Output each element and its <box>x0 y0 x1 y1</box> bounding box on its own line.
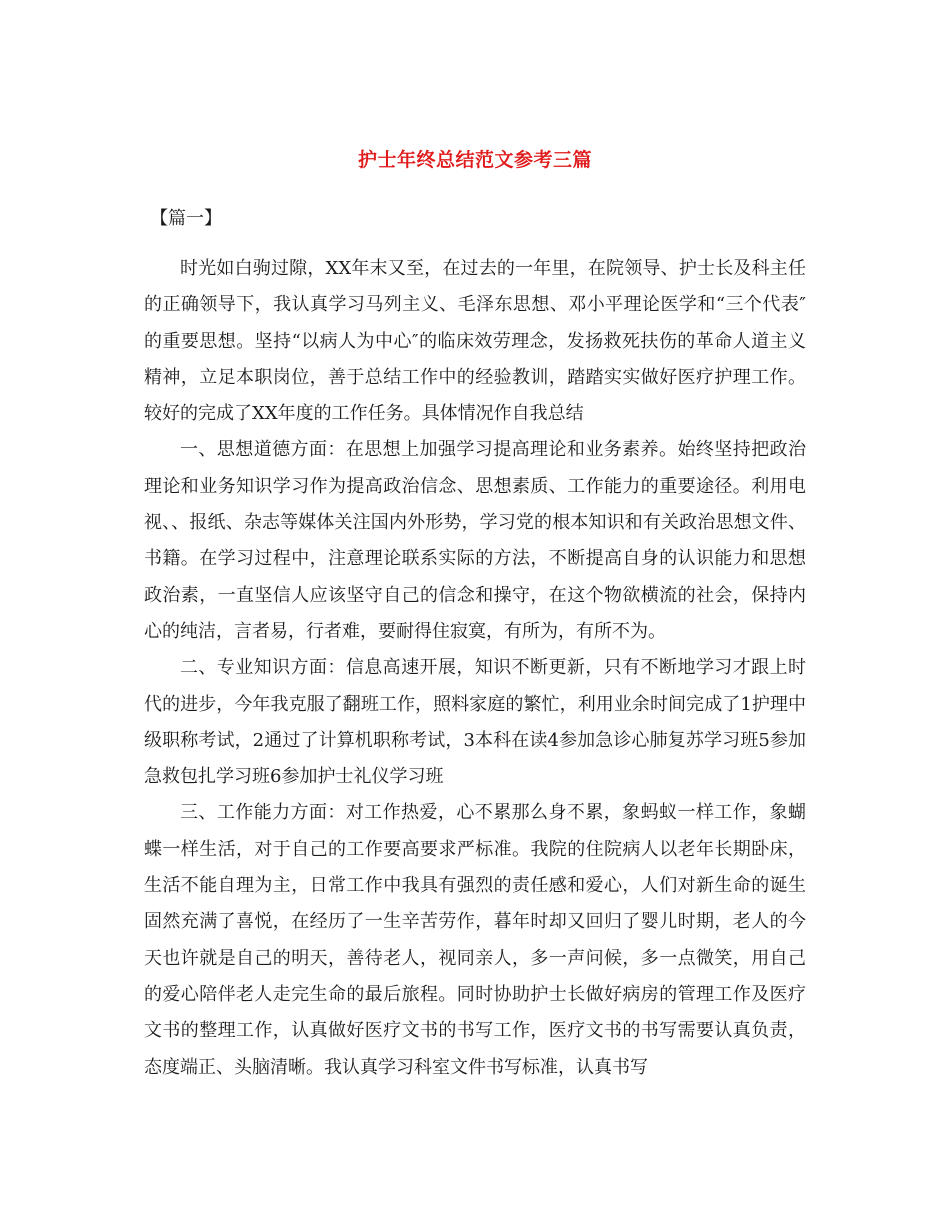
paragraph-professional-knowledge: 二、专业知识方面：信息高速开展，知识不断更新，只有不断地学习才跟上时代的进步，今年我克服了翻班工作，照料家庭的繁忙，利用业余时间完成了1护理中级职称考试，2通过了计算机职称考试，3本科在读4参加急诊心肺复苏学习班5参加急救包扎学习班6参加护士礼仪学习班 <box>144 657 806 788</box>
paragraph-work-ability: 三、工作能力方面：对工作热爱，心不累那么身不累，象蚂蚁一样工作，象蝴蝶一样生活，对于自己的工作要高要求严标准。我院的住院病人以老年长期卧床，生活不能自理为主，日常工作中我具有强烈的责任感和爱心，人们对新生命的诞生固然充满了喜悦，在经历了一生辛苦劳作，暮年时却又回归了婴儿时期，老人的今天也许就是自己的明天，善待老人，视同亲人，多一声问候，多一点微笑，用自己的爱心陪伴老人走完生命的最后旅程。同时协助护士长做好病房的管理工作及医疗文书的整理工作，认真做好医疗文书的书写工作，医疗文书的书写需要认真负责，态度端正、头脑清晰。我认真学习科室文件书写标准，认真书写 <box>144 802 806 1078</box>
paragraph-ideology: 一、思想道德方面：在思想上加强学习提高理论和业务素养。始终坚持把政治理论和业务知识学习作为提高政治信念、思想素质、工作能力的重要途径。利用电视、、报纸、杂志等媒体关注国内外形势，学习党的根本知识和有关政治思想文件、书籍。在学习过程中，注意理论联系实际的方法，不断提高自身的认识能力和思想政治素，一直坚信人应该坚守自己的信念和操守，在这个物欲横流的社会，保持内心的纯洁，言者易，行者难，要耐得住寂寞，有所为，有所不为。 <box>144 439 806 642</box>
document-body <box>144 251 806 1086</box>
paragraph-intro: 时光如白驹过隙，XX年末又至，在过去的一年里，在院领导、护士长及科主任的正确领导下，我认真学习马列主义、毛泽东思想、邓小平理论医学和“三个代表″的重要思想。坚持“以病人为中心″的临床效劳理念，发扬救死扶伤的革命人道主义精神，立足本职岗位，善于总结工作中的经验教训，踏踏实实做好医疗护理工作。较好的完成了XX年度的工作任务。具体情况作自我总结 <box>144 258 806 425</box>
section-heading: 【篇一】 <box>150 208 222 229</box>
document-title: 护士年终总结范文参考三篇 <box>357 148 592 171</box>
